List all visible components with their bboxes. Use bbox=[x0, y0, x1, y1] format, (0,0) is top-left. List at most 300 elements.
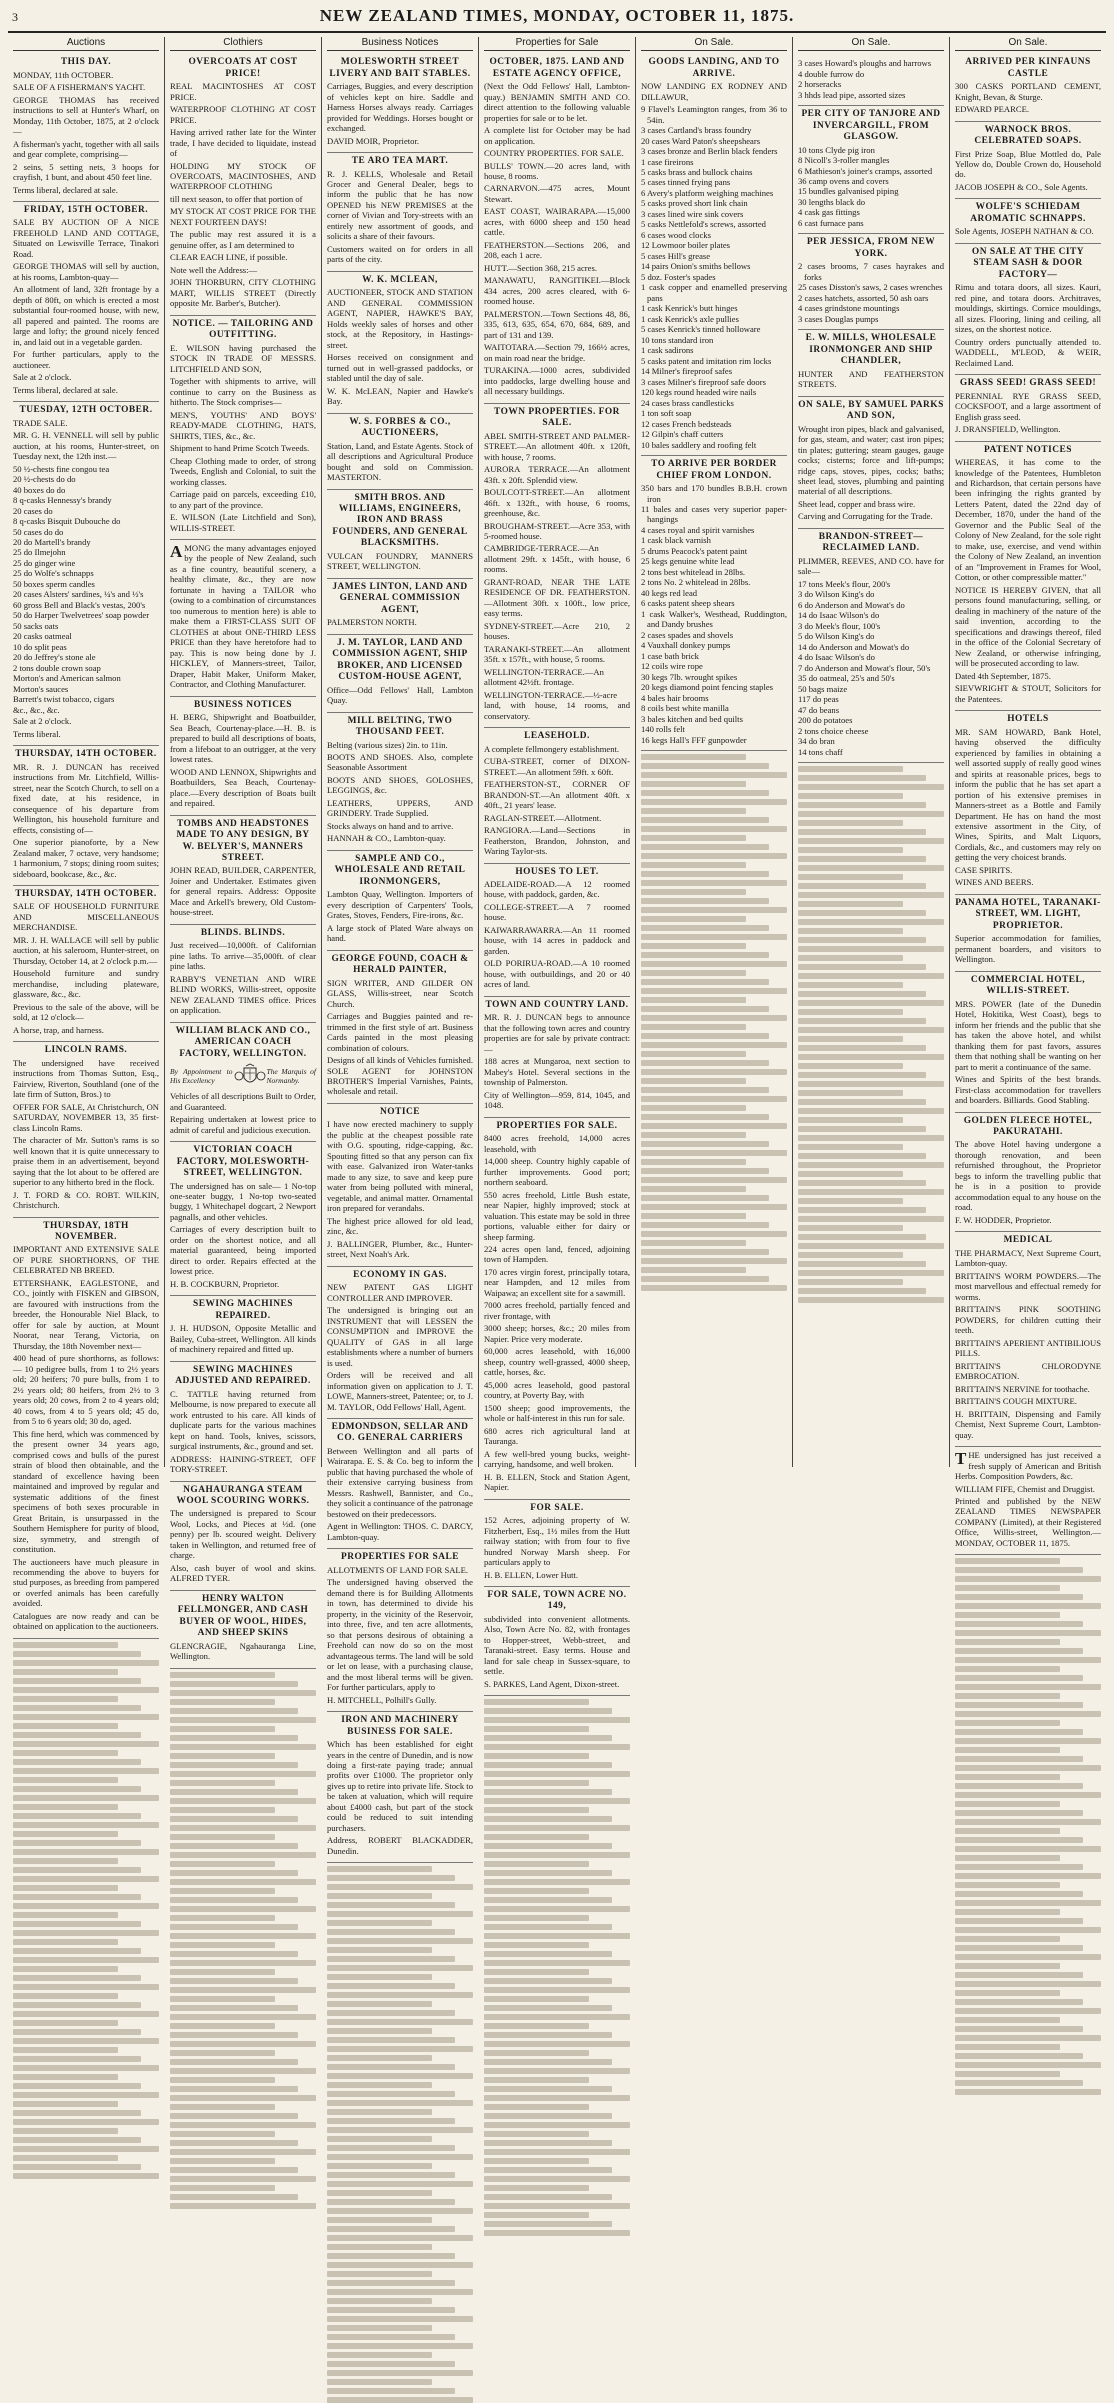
fine-print-line bbox=[641, 1141, 769, 1147]
goods-item: 2 tons double crown soap bbox=[13, 662, 101, 673]
fine-print-line bbox=[955, 1999, 1083, 2005]
goods-item: 1 case fireirons bbox=[641, 156, 694, 167]
fine-print-line bbox=[327, 2055, 432, 2061]
ad-paragraph: JOHN READ, BUILDER, CARPENTER, Joiner and Undertaker. Estimates given for general repairs. Address: Opposite Mace and Arkell's brewery, Old Custom-house-street. bbox=[170, 865, 316, 918]
fine-print-line bbox=[13, 1723, 118, 1729]
fine-print-line bbox=[484, 1780, 589, 1786]
fine-print-line bbox=[327, 1974, 432, 1980]
fine-print-line bbox=[484, 1906, 630, 1912]
ad-paragraph: HANNAH & CO., Lambton-quay. bbox=[327, 833, 446, 844]
fine-print-line bbox=[13, 2074, 118, 2080]
fine-print-line bbox=[484, 1987, 630, 1993]
fine-print-line bbox=[327, 2064, 455, 2070]
fine-print-line bbox=[641, 1249, 769, 1255]
goods-item: 50 bags maize bbox=[798, 683, 848, 694]
fine-print-line bbox=[798, 1144, 903, 1150]
ad-paragraph: H. B. ELLEN, Stock and Station Agent, Napier. bbox=[484, 1471, 630, 1493]
fine-print-line bbox=[955, 1927, 1101, 1933]
ad-paragraph: DAVID MOIR, Proprietor. bbox=[327, 135, 419, 146]
ad-paragraph: COUNTRY PROPERTIES. FOR SALE. bbox=[484, 148, 624, 159]
advertisement bbox=[798, 330, 944, 396]
fine-print-line bbox=[484, 2131, 589, 2137]
advertisement bbox=[641, 54, 787, 456]
ad-paragraph: OLD PORIRUA-ROAD.—A 10 roomed house, with outbuildings, and 20 or 40 acres of land. bbox=[484, 958, 630, 990]
advertisement bbox=[484, 864, 630, 997]
fine-print-line bbox=[641, 835, 746, 841]
fine-print-line bbox=[327, 1884, 473, 1890]
fine-print-line bbox=[13, 1786, 141, 1792]
fine-print-line bbox=[955, 1738, 1101, 1744]
goods-item: 12 coils wire rope bbox=[641, 661, 703, 672]
ad-paragraph: Carriage paid on parcels, exceeding £10, to any part of the province. bbox=[170, 489, 316, 510]
advertisement bbox=[484, 1118, 630, 1500]
ad-paragraph: Carriages and Buggies painted and re-trimmed in the first style of art. Business Cards painted in the most pleasing combination of colours. bbox=[327, 1011, 473, 1053]
ad-paragraph: The undersigned have received instructions from Thomas Sutton, Esq., Fairview, Riverton, Southland (one of the late firm of Sutton, Bros.) to bbox=[13, 1057, 159, 1100]
goods-item: 6 Mathieson's joiner's cramps, assorted bbox=[798, 165, 933, 176]
goods-item: 20 cases Ward Paton's sheepshears bbox=[641, 135, 761, 146]
ad-paragraph: MR. R. J. DUNCAN has received instructions from Mr. Litchfield, Willis-street, near the Scotch Church, to sell on a fixed date, at his residence, in consequence of his departure from Wellington, his household furniture and effects, consisting of— bbox=[13, 761, 159, 835]
advertisement bbox=[955, 895, 1101, 972]
fine-print-line bbox=[955, 1729, 1083, 1735]
fine-print-line bbox=[484, 1942, 589, 1948]
goods-item: 16 kegs Hall's FFF gunpowder bbox=[641, 734, 747, 745]
fine-print-line bbox=[798, 820, 903, 826]
fine-print-line bbox=[13, 1705, 141, 1711]
ad-paragraph: BULLS' TOWN.—20 acres land, with house, 8 rooms. bbox=[484, 160, 630, 181]
ad-headline: EDMONDSON, SELLAR AND CO. GENERAL CARRIERS bbox=[331, 1422, 469, 1444]
ad-headline: THURSDAY, 14TH OCTOBER. bbox=[15, 749, 157, 760]
advertisement bbox=[327, 951, 473, 1104]
column-7 bbox=[950, 37, 1106, 1548]
ad-paragraph: WELLINGTON-TERRACE.—½-acre land, with house, 14 rooms, and conservatory. bbox=[484, 689, 630, 721]
ad-headline: PROPERTIES FOR SALE bbox=[340, 1552, 460, 1563]
fine-print-line bbox=[955, 1963, 1060, 1969]
ad-paragraph: RAGLAN-STREET.—Allotment. bbox=[484, 812, 602, 823]
fine-print-line bbox=[170, 1807, 275, 1813]
fine-print-line bbox=[955, 1855, 1060, 1861]
ad-paragraph: Dated 4th September, 1875. bbox=[955, 670, 1051, 681]
ad-headline: WOLFE'S SCHIEDAM AROMATIC SCHNAPPS. bbox=[970, 202, 1086, 224]
column-heading: Auctions bbox=[13, 37, 159, 51]
fine-print-line bbox=[13, 2011, 159, 2017]
goods-item: 8 Nicoll's 3-roller mangles bbox=[798, 155, 890, 166]
fine-print-line bbox=[484, 2167, 612, 2173]
ad-paragraph: EAST COAST, WAIRARAPA.—15,000 acres, with 6000 sheep and 150 head cattle. bbox=[484, 206, 630, 238]
fine-print-line bbox=[484, 2014, 630, 2020]
goods-item: 5 cases Hill's grease bbox=[641, 250, 711, 261]
ad-paragraph: H. BRITTAIN, Dispensing and Family Chemist, Next Supreme Court, Lambton-quay. bbox=[955, 1408, 1101, 1440]
fine-print-line bbox=[327, 1920, 432, 1926]
goods-list bbox=[641, 104, 787, 450]
fine-print-line bbox=[170, 1798, 316, 1804]
fine-print-line bbox=[327, 2307, 455, 2313]
fine-print-line bbox=[484, 2068, 630, 2074]
fine-print-line bbox=[484, 1735, 612, 1741]
fine-print-line bbox=[955, 2062, 1101, 2068]
ad-paragraph: A complete fellmongery establishment. bbox=[484, 743, 620, 754]
ad-paragraph: GEORGE THOMAS has received instructions to sell at Hunter's Wharf, on Monday, 11th October, 1875, at 2 o'clock— bbox=[13, 94, 159, 137]
ad-paragraph: H. MITCHELL, Polhill's Gully. bbox=[327, 1694, 437, 1705]
fine-print-line bbox=[641, 961, 787, 967]
ad-paragraph: Country orders punctually attended to. WADDELL, M'LEOD, & WEIR, Reclaimed Land. bbox=[955, 336, 1101, 368]
fine-print-line bbox=[798, 1297, 944, 1303]
fine-print-line bbox=[798, 766, 903, 772]
fine-print-line bbox=[484, 2032, 612, 2038]
fine-print-line bbox=[955, 1990, 1060, 1996]
ad-headline: ON SALE, BY SAMUEL PARKS AND SON, bbox=[798, 399, 944, 422]
fine-print-line bbox=[641, 808, 746, 814]
fine-print-line bbox=[327, 2343, 473, 2349]
fine-print-line bbox=[955, 2008, 1101, 2014]
fine-print-line bbox=[170, 2095, 316, 2101]
fine-print-line bbox=[484, 1816, 612, 1822]
ad-headline: SEWING MACHINES ADJUSTED AND REPAIRED. bbox=[175, 1364, 311, 1387]
fine-print-line bbox=[955, 2080, 1083, 2086]
royal-warrant bbox=[170, 1061, 316, 1091]
fine-print-line bbox=[955, 2035, 1101, 2041]
fine-print-line bbox=[13, 1939, 118, 1945]
fine-print-line bbox=[798, 1207, 926, 1213]
fine-print-line bbox=[641, 1177, 787, 1183]
fine-print-line bbox=[327, 2370, 473, 2376]
ad-paragraph: ABEL SMITH-STREET AND PALMER-STREET.—An allotment 40ft. x 120ft, with house, 7 rooms. bbox=[484, 430, 630, 462]
fine-print-line bbox=[955, 1891, 1083, 1897]
goods-list bbox=[798, 579, 944, 757]
ad-paragraph: Lambton Quay, Wellington. Importers of every description of Carpenters' Tools, Grates, Stoves, Fenders, Fire-irons, &c. bbox=[327, 889, 473, 921]
fine-print-line bbox=[327, 2163, 432, 2169]
goods-item: 50 cases do do bbox=[13, 526, 64, 537]
fine-print-line bbox=[484, 2158, 589, 2164]
fine-print-line bbox=[641, 1015, 787, 1021]
fine-print-line bbox=[798, 829, 926, 835]
fine-print-line bbox=[13, 1840, 141, 1846]
fine-print-line bbox=[798, 991, 926, 997]
ad-paragraph: Household furniture and sundry merchandise, including plateware, glassware, &c., &c. bbox=[13, 968, 159, 1000]
fine-print-line bbox=[641, 1114, 769, 1120]
ad-paragraph: WATERPROOF CLOTHING AT COST PRICE. bbox=[170, 104, 316, 125]
fine-print-line bbox=[798, 847, 903, 853]
ad-headline: TO ARRIVE PER BORDER CHIEF FROM LONDON. bbox=[651, 459, 777, 481]
goods-item: 3 cases bronze and Berlin black fenders bbox=[641, 146, 778, 157]
fine-print-line bbox=[955, 1639, 1060, 1645]
goods-item: 2 cases brooms, 7 cases hayrakes and forks bbox=[798, 261, 944, 282]
ad-paragraph: Wrought iron pipes, black and galvanised, for gas, steam, and water; cast iron pipes; tin plates; guttering; steam gauges, gauge cocks; cisterns; force and lift-pumps; ridge caps, stoves, pipes, cocks; baths; sheet lead, stoves, plumbing and painting material of all descriptions. bbox=[798, 423, 944, 497]
fine-print-line bbox=[13, 2083, 141, 2089]
fine-print-line bbox=[13, 1678, 141, 1684]
advertisement bbox=[170, 697, 316, 816]
advertisement bbox=[484, 404, 630, 729]
fine-print-line bbox=[13, 1732, 141, 1738]
fine-print-filler bbox=[798, 766, 944, 1303]
fine-print-line bbox=[170, 1717, 316, 1723]
fine-print-line bbox=[641, 853, 787, 859]
fine-print-line bbox=[798, 1036, 903, 1042]
fine-print-line bbox=[327, 2172, 455, 2178]
advertisement bbox=[484, 54, 630, 404]
ad-headline: PER JESSICA, FROM NEW YORK. bbox=[806, 237, 936, 259]
fine-print-filler bbox=[484, 1699, 630, 2236]
fine-print-line bbox=[641, 1123, 787, 1129]
goods-item: 2 tons best whitelead in 28lbs. bbox=[641, 566, 746, 577]
ad-paragraph: SALE BY AUCTION OF A NICE FREEHOLD LAND AND COTTAGE, Situated on Lewisville Terrace, Tinakori Road. bbox=[13, 217, 159, 259]
advertisement bbox=[955, 1113, 1101, 1233]
fine-print-line bbox=[641, 1051, 746, 1057]
ad-headline: FRIDAY, 15TH OCTOBER. bbox=[23, 204, 149, 215]
ad-paragraph: J. BALLINGER, Plumber, &c., Hunter-street, Next Noah's Ark. bbox=[327, 1238, 473, 1260]
fine-print-line bbox=[170, 1951, 298, 1957]
ad-paragraph: Shipment to hand Prime Scotch Tweeds. bbox=[170, 443, 310, 454]
fine-print-line bbox=[641, 1195, 769, 1201]
fine-print-line bbox=[13, 1669, 118, 1675]
fine-print-line bbox=[170, 2041, 316, 2047]
ad-paragraph: RABBY'S VENETIAN AND WIRE BLIND WORKS, Willis-street, opposite NEW ZEALAND TIMES office. Prices on application. bbox=[170, 973, 316, 1016]
fine-print-line bbox=[170, 1861, 275, 1867]
ad-paragraph: ALLOTMENTS OF LAND FOR SALE. bbox=[327, 1564, 469, 1575]
fine-print-line bbox=[955, 1576, 1101, 1582]
goods-item: 8 coils best white manilla bbox=[641, 703, 729, 714]
fine-print-line bbox=[13, 2065, 159, 2071]
fine-print-line bbox=[955, 1711, 1101, 1717]
fine-print-line bbox=[955, 1693, 1060, 1699]
advertisement bbox=[170, 1482, 316, 1591]
fine-print-line bbox=[955, 1666, 1060, 1672]
advertisement bbox=[327, 1419, 473, 1549]
fine-print-line bbox=[13, 1984, 159, 1990]
ad-paragraph: Customers waited on for orders in all parts of the city. bbox=[327, 243, 473, 265]
ad-headline: BRANDON-STREET—RECLAIMED LAND. bbox=[818, 531, 924, 554]
advertisement bbox=[327, 272, 473, 414]
fine-print-line bbox=[327, 2199, 455, 2205]
goods-item: 10 tons standard iron bbox=[641, 334, 714, 345]
newspaper-title: NEW ZEALAND TIMES, MONDAY, OCTOBER 11, 1875. bbox=[319, 6, 795, 25]
fine-print-line bbox=[955, 1828, 1060, 1834]
fine-print-line bbox=[327, 2226, 455, 2232]
goods-item: 5 casks patent and imitation rim locks bbox=[641, 355, 772, 366]
page-number: 3 bbox=[12, 10, 18, 24]
advertisement bbox=[955, 1232, 1101, 1447]
fine-print-line bbox=[484, 1825, 630, 1831]
fine-print-line bbox=[955, 1648, 1083, 1654]
fine-print-line bbox=[327, 2262, 473, 2268]
fine-print-line bbox=[13, 1921, 141, 1927]
fine-print-line bbox=[13, 1714, 159, 1720]
fine-print-line bbox=[327, 1902, 455, 1908]
ad-paragraph: Horses received on consignment and turned out in well-grassed paddocks, or stabled until the day of sale. bbox=[327, 352, 473, 384]
ad-paragraph: THE undersigned has just received a fresh supply of American and British Herbs. Composition Powders, &c. bbox=[955, 1449, 1101, 1482]
fine-print-line bbox=[170, 1816, 298, 1822]
fine-print-line bbox=[798, 1072, 926, 1078]
fine-print-line bbox=[13, 2101, 118, 2107]
fine-print-line bbox=[484, 2104, 589, 2110]
fine-print-line bbox=[13, 1903, 159, 1909]
fine-print-line bbox=[170, 1699, 275, 1705]
goods-list bbox=[798, 145, 944, 229]
ad-paragraph: JOHN THORBURN, CITY CLOTHING MART, WILLIS STREET (Directly opposite Mr. Barber's, Butcher). bbox=[170, 277, 316, 309]
fine-print-line bbox=[484, 1915, 589, 1921]
ad-paragraph: MANAWATU, RANGITIKEI.—Block 434 acres, 200 acres cleared, with 6-roomed house. bbox=[484, 275, 630, 307]
fine-print-line bbox=[13, 2110, 141, 2116]
fine-print-line bbox=[170, 2140, 298, 2146]
fine-print-line bbox=[641, 763, 769, 769]
ad-headline: OVERCOATS AT COST PRICE! bbox=[188, 57, 298, 79]
fine-print-line bbox=[641, 781, 746, 787]
fine-print-line bbox=[170, 2113, 298, 2119]
ad-paragraph: CLEAR EACH LINE, if possible. bbox=[170, 252, 288, 263]
fine-print-line bbox=[798, 937, 926, 943]
goods-item: 15 bundles galvanised piping bbox=[798, 186, 899, 197]
fine-print-line bbox=[13, 2146, 159, 2152]
advertisement bbox=[170, 316, 316, 540]
fine-print-line bbox=[327, 1965, 473, 1971]
fine-print-line bbox=[955, 1972, 1083, 1978]
fine-print-line bbox=[13, 2029, 141, 2035]
goods-item: 47 do beans bbox=[798, 704, 840, 715]
goods-item: 4 do Isaac Wilson's do bbox=[798, 652, 875, 663]
ad-paragraph: MY STOCK AT COST PRICE FOR THE NEXT FOURTEEN DAYS! bbox=[170, 206, 316, 227]
goods-item: 5 casks proved short link chain bbox=[641, 198, 748, 209]
fine-print-line bbox=[641, 871, 769, 877]
fine-print-line bbox=[170, 2005, 298, 2011]
goods-item: 6 Avery's platform weighing machines bbox=[641, 187, 774, 198]
warrant-left-text: By Appointment to His Excellency bbox=[170, 1067, 233, 1086]
fine-print-line bbox=[798, 1261, 926, 1267]
fine-print-line bbox=[13, 1750, 118, 1756]
goods-item: 2 tons choice cheese bbox=[798, 725, 869, 736]
fine-print-line bbox=[798, 883, 926, 889]
fine-print-line bbox=[641, 799, 787, 805]
fine-print-line bbox=[641, 889, 746, 895]
ad-headline: NOTICE. — TAILORING AND OUTFITTING. bbox=[172, 318, 314, 341]
fine-print-line bbox=[955, 1882, 1060, 1888]
goods-list bbox=[798, 58, 944, 100]
goods-item: 20 cases Alsters' sardines, ¼'s and ½'s bbox=[13, 589, 144, 600]
fine-print-line bbox=[641, 1213, 746, 1219]
ad-paragraph: BOOTS AND SHOES. Also, complete Seasonable Assortment bbox=[327, 752, 473, 773]
ad-paragraph: MR. G. H. VENNELL will sell by public auction, at his rooms, Hunter-street, on Tuesday next, the 12th inst.— bbox=[13, 430, 159, 462]
ad-headline: THURSDAY, 18TH NOVEMBER. bbox=[43, 1220, 129, 1242]
fine-print-filler bbox=[13, 1642, 159, 2179]
goods-item: 350 bars and 170 bundles B.B.H. crown iron bbox=[641, 483, 787, 504]
fine-print-line bbox=[955, 1657, 1101, 1663]
advertisement bbox=[798, 397, 944, 529]
advertisement bbox=[327, 635, 473, 713]
fine-print-line bbox=[327, 2046, 473, 2052]
ad-headline: ARRIVED PER KINFAUNS CASTLE bbox=[965, 57, 1091, 79]
goods-item: 1 cask Kenrick's axle pullies bbox=[641, 313, 739, 324]
goods-item: 10 do split peas bbox=[13, 641, 67, 652]
ad-paragraph: till next season, to offer that portion of bbox=[170, 193, 303, 204]
fine-print-line bbox=[13, 1768, 159, 1774]
advertisement bbox=[170, 54, 316, 316]
ad-paragraph: MR. SAM HOWARD, Bank Hotel, having observed the difficulty experienced by families in obtaining a well assorted supply of really good wines and spirits at reasonable prices, begs to inform the public that he has set apart a portion of his extensive premises in Manners-street as a Bottle and Family Department. He has on hand the most extensive assortment in the City, of Wines, Spirits, and Malt Liquors, Cordials, &c., and customers may rely on getting the very choicest brands. bbox=[955, 726, 1101, 863]
ad-paragraph: (Next the Odd Fellows' Hall, Lambton-quay.) BENJAMIN SMITH AND CO. direct attention to the following valuable properties for sale or to be let. bbox=[484, 81, 630, 123]
fine-print-line bbox=[484, 2122, 630, 2128]
advertisement bbox=[955, 244, 1101, 375]
fine-print-line bbox=[798, 1090, 903, 1096]
fine-print-line bbox=[13, 1993, 118, 1999]
ad-paragraph: For further particulars, apply to the auctioneer. bbox=[13, 349, 159, 370]
ad-paragraph: H. B. ELLEN, Lower Hutt. bbox=[484, 1569, 579, 1580]
ad-paragraph: Repairing undertaken at lowest price to admit of careful and judicious execution. bbox=[170, 1114, 316, 1135]
fine-print-line bbox=[170, 1735, 298, 1741]
ad-paragraph: 680 acres rich agricultural land at Tauranga. bbox=[484, 1425, 630, 1447]
ad-paragraph: FEATHERSTON-ST., CORNER OF BRANDON-ST.—An allotment 40ft. x 40ft., 21 years' lease. bbox=[484, 779, 630, 811]
fine-print-line bbox=[13, 2038, 159, 2044]
goods-list bbox=[798, 261, 944, 324]
fine-print-line bbox=[327, 1875, 455, 1881]
advertisement bbox=[955, 442, 1101, 712]
fine-print-line bbox=[798, 1108, 944, 1114]
fine-print-line bbox=[641, 1285, 787, 1291]
ad-paragraph: WILLIAM FIFE, Chemist and Druggist. bbox=[955, 1483, 1095, 1494]
goods-item: 3 cases Milner's fireproof safe doors bbox=[641, 376, 766, 387]
fine-print-line bbox=[484, 1798, 630, 1804]
ad-paragraph: Vehicles of all descriptions Built to Order, and Guaranteed. bbox=[170, 1091, 316, 1112]
goods-item: 6 cast furnace pans bbox=[798, 217, 864, 228]
advertisement bbox=[13, 54, 159, 202]
fine-print-line bbox=[484, 1933, 630, 1939]
goods-item: 2 cases hatchets, assorted, 50 ash oars bbox=[798, 292, 929, 303]
goods-item: 50 ½-chests fine congou tea bbox=[13, 463, 110, 474]
ad-paragraph: Sale at 2 o'clock. bbox=[13, 372, 72, 383]
fine-print-line bbox=[13, 2047, 118, 2053]
fine-print-line bbox=[484, 1834, 589, 1840]
fine-print-line bbox=[641, 1258, 787, 1264]
fine-print-line bbox=[955, 2089, 1101, 2095]
ad-paragraph: SYDNEY-STREET.—Acre 210, 2 houses. bbox=[484, 620, 630, 642]
column-heading: On Sale. bbox=[798, 37, 944, 51]
ad-paragraph: COLLEGE-STREET.—A 7 roomed house. bbox=[484, 901, 630, 923]
fine-print-line bbox=[13, 1885, 118, 1891]
fine-print-line bbox=[170, 2104, 275, 2110]
ad-paragraph: Terms liberal, declared at sale. bbox=[13, 184, 118, 195]
fine-print-line bbox=[484, 1960, 630, 1966]
fine-print-line bbox=[484, 1744, 630, 1750]
ad-paragraph: CARNARVON.—475 acres, Mount Stewart. bbox=[484, 183, 630, 204]
ad-paragraph: A fisherman's yacht, together with all sails and gear complete, comprising— bbox=[13, 138, 159, 160]
advertisement bbox=[327, 579, 473, 635]
fine-print-line bbox=[170, 1888, 275, 1894]
fine-print-line bbox=[170, 1771, 316, 1777]
goods-item: 50 do Harper Twelvetrees' soap powder bbox=[13, 610, 150, 621]
goods-item: 3 cases Douglas pumps bbox=[798, 313, 879, 324]
fine-print-line bbox=[641, 772, 787, 778]
ad-headline: ON SALE AT THE CITY STEAM SASH & DOOR FACTORY— bbox=[971, 246, 1085, 280]
ad-paragraph: Sheet lead, copper and brass wire. bbox=[798, 498, 916, 509]
fine-print-line bbox=[327, 2244, 432, 2250]
fine-print-line bbox=[170, 2185, 275, 2191]
ad-paragraph: ADDRESS: HAINING-STREET, OFF TORY-STREET. bbox=[170, 1453, 316, 1475]
fine-print-line bbox=[798, 928, 903, 934]
fine-print-line bbox=[170, 2086, 298, 2092]
fine-print-line bbox=[641, 1132, 746, 1138]
fine-print-line bbox=[955, 1945, 1083, 1951]
ad-paragraph: WINES AND BEERS. bbox=[955, 877, 1034, 888]
advertisement bbox=[13, 402, 159, 746]
fine-print-line bbox=[955, 1675, 1083, 1681]
fine-print-line bbox=[798, 1027, 944, 1033]
fine-print-line bbox=[170, 2122, 316, 2128]
fine-print-line bbox=[13, 1930, 159, 1936]
goods-item: 140 rolls felt bbox=[641, 724, 685, 735]
fine-print-line bbox=[641, 1240, 746, 1246]
fine-print-line bbox=[13, 2119, 159, 2125]
ad-paragraph: Carving and Corrugating for the Trade. bbox=[798, 511, 933, 522]
fine-print-line bbox=[13, 1966, 118, 1972]
fine-print-line bbox=[955, 1756, 1083, 1762]
ad-paragraph: THE PHARMACY, Next Supreme Court, Lambton-quay. bbox=[955, 1247, 1101, 1269]
fine-print-line bbox=[13, 1642, 118, 1648]
